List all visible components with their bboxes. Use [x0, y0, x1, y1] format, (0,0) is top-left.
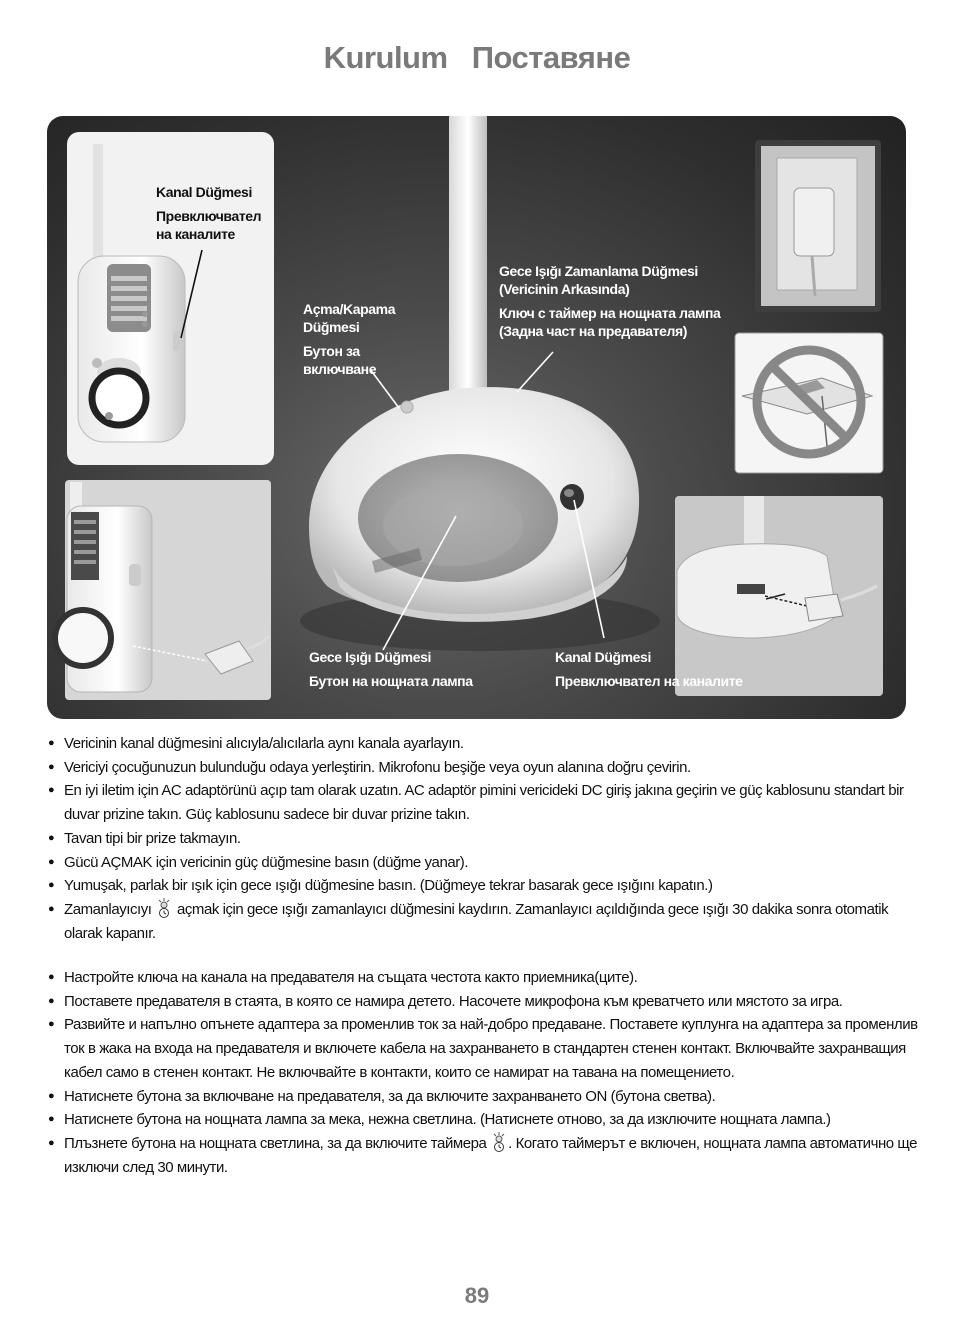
callout-label-tr: Gece Işığı Zamanlama Düğmesi (Vericinin Arkasında) [499, 263, 698, 297]
list-item: ● Vericiyi çocuğunuzun bulunduğu odaya yerleştirin. Mikrofonu beşiğe veya oyun alanına doğru çevirin. [48, 756, 918, 780]
list-item: ● Натиснете бутона за включване на предавателя, за да включите захранването ON (бутона светва). [48, 1085, 918, 1109]
list-item: ● Tavan tipi bir prize takmayın. [48, 827, 918, 851]
transmitter-base-illustration [300, 116, 660, 651]
wall-outlet-adapter-illustration [755, 140, 881, 312]
callout-label-tr: Gece Işığı Düğmesi [309, 649, 431, 665]
callout-nightlight-button [309, 648, 509, 690]
parent-unit-plug-illustration [55, 480, 271, 700]
list-item: ● Yumuşak, parlak bir ışık için gece ışığı düğmesine basın. (Düğmeye tekrar basarak gece ışığını kapatın.) [48, 874, 918, 898]
title-turkish: Kurulum [323, 40, 448, 75]
timer-icon [492, 1132, 506, 1152]
list-item: ● Поставете предавателя в стаята, в която се намира детето. Насочете микрофона към креватчето или мястото за игра. [48, 990, 918, 1014]
callout-channel-switch-transmitter [555, 648, 775, 690]
title-bulgarian: Поставяне [471, 40, 631, 75]
list-item: ● En iyi iletim için AC adaptörünü açıp tam olarak uzatın. AC adaptör pimini vericideki DC giriş jakına geçirin ve güç kablosunu standart bir duvar prizine takın. Güç kablosunu sadece bir duvar prizine takın. [48, 779, 918, 826]
instructions-bulgarian [48, 966, 918, 1179]
timer-icon [157, 898, 171, 918]
list-item: ● Развийте и напълно опънете адаптера за променлив ток за най-добро предаване. Поставете куплунга на адаптера за променлив ток в жака на входа на предавателя и включете кабела на захранването в стандартен стенен контакт. Включвайте захранващия кабел само в стенен контакт. Не включвайте в контакти, които се намират на тавана на помещението. [48, 1013, 918, 1084]
page-title [0, 40, 954, 76]
list-item-text-end: açmak için gece ışığı zamanlayıcı düğmesini kaydırın. Zamanlayıcı açıldığında gece ışığı 30 dakika sonra otomatik olarak kapanır. [64, 900, 889, 942]
list-item: ● Gücü AÇMAK için vericinin güç düğmesine basın (düğme yanar). [48, 851, 918, 875]
setup-illustration-panel [47, 116, 906, 719]
instructions-turkish [48, 732, 918, 945]
callout-channel-switch-parent [156, 183, 274, 243]
callout-label-bg: Бутон на нощната лампа [309, 673, 473, 689]
list-item: ● Настройте ключа на канала на предавателя на същата честота както приемника(ците). [48, 966, 918, 990]
callout-label-bg: Превключвател на каналите [555, 673, 743, 689]
list-item-text-start: Плъзнете бутона на нощната светлина, за да включите таймера [64, 1134, 487, 1152]
callout-label-tr: Kanal Düğmesi [156, 184, 252, 200]
no-ceiling-outlet-icon [735, 333, 883, 473]
parent-unit-illustration [67, 132, 274, 465]
callout-nightlight-timer [499, 262, 739, 340]
list-item [48, 1132, 918, 1179]
callout-label-tr: Kanal Düğmesi [555, 649, 651, 665]
callout-label-bg: Превключвател на каналите [156, 208, 262, 242]
list-item-text-start: Zamanlayıcıyı [64, 900, 152, 918]
callout-power-button [303, 300, 413, 378]
list-item [48, 898, 918, 945]
callout-label-tr: Açma/Kapama Düğmesi [303, 301, 396, 335]
list-item: ● Vericinin kanal düğmesini alıcıyla/alıcılarla aynı kanala ayarlayın. [48, 732, 918, 756]
callout-label-bg: Бутон за включване [303, 343, 377, 377]
list-item: ● Натиснете бутона на нощната лампа за мека, нежна светлина. (Натиснете отново, за да изключите нощната лампа.) [48, 1108, 918, 1132]
callout-label-bg: Ключ с таймер на нощната лампа (Задна част на предавателя) [499, 305, 721, 339]
list-item-text-end: . Когато таймерът е включен, нощната лампа автоматично ще изключи след 30 минути. [64, 1134, 918, 1176]
page-number: 89 [464, 1283, 490, 1308]
